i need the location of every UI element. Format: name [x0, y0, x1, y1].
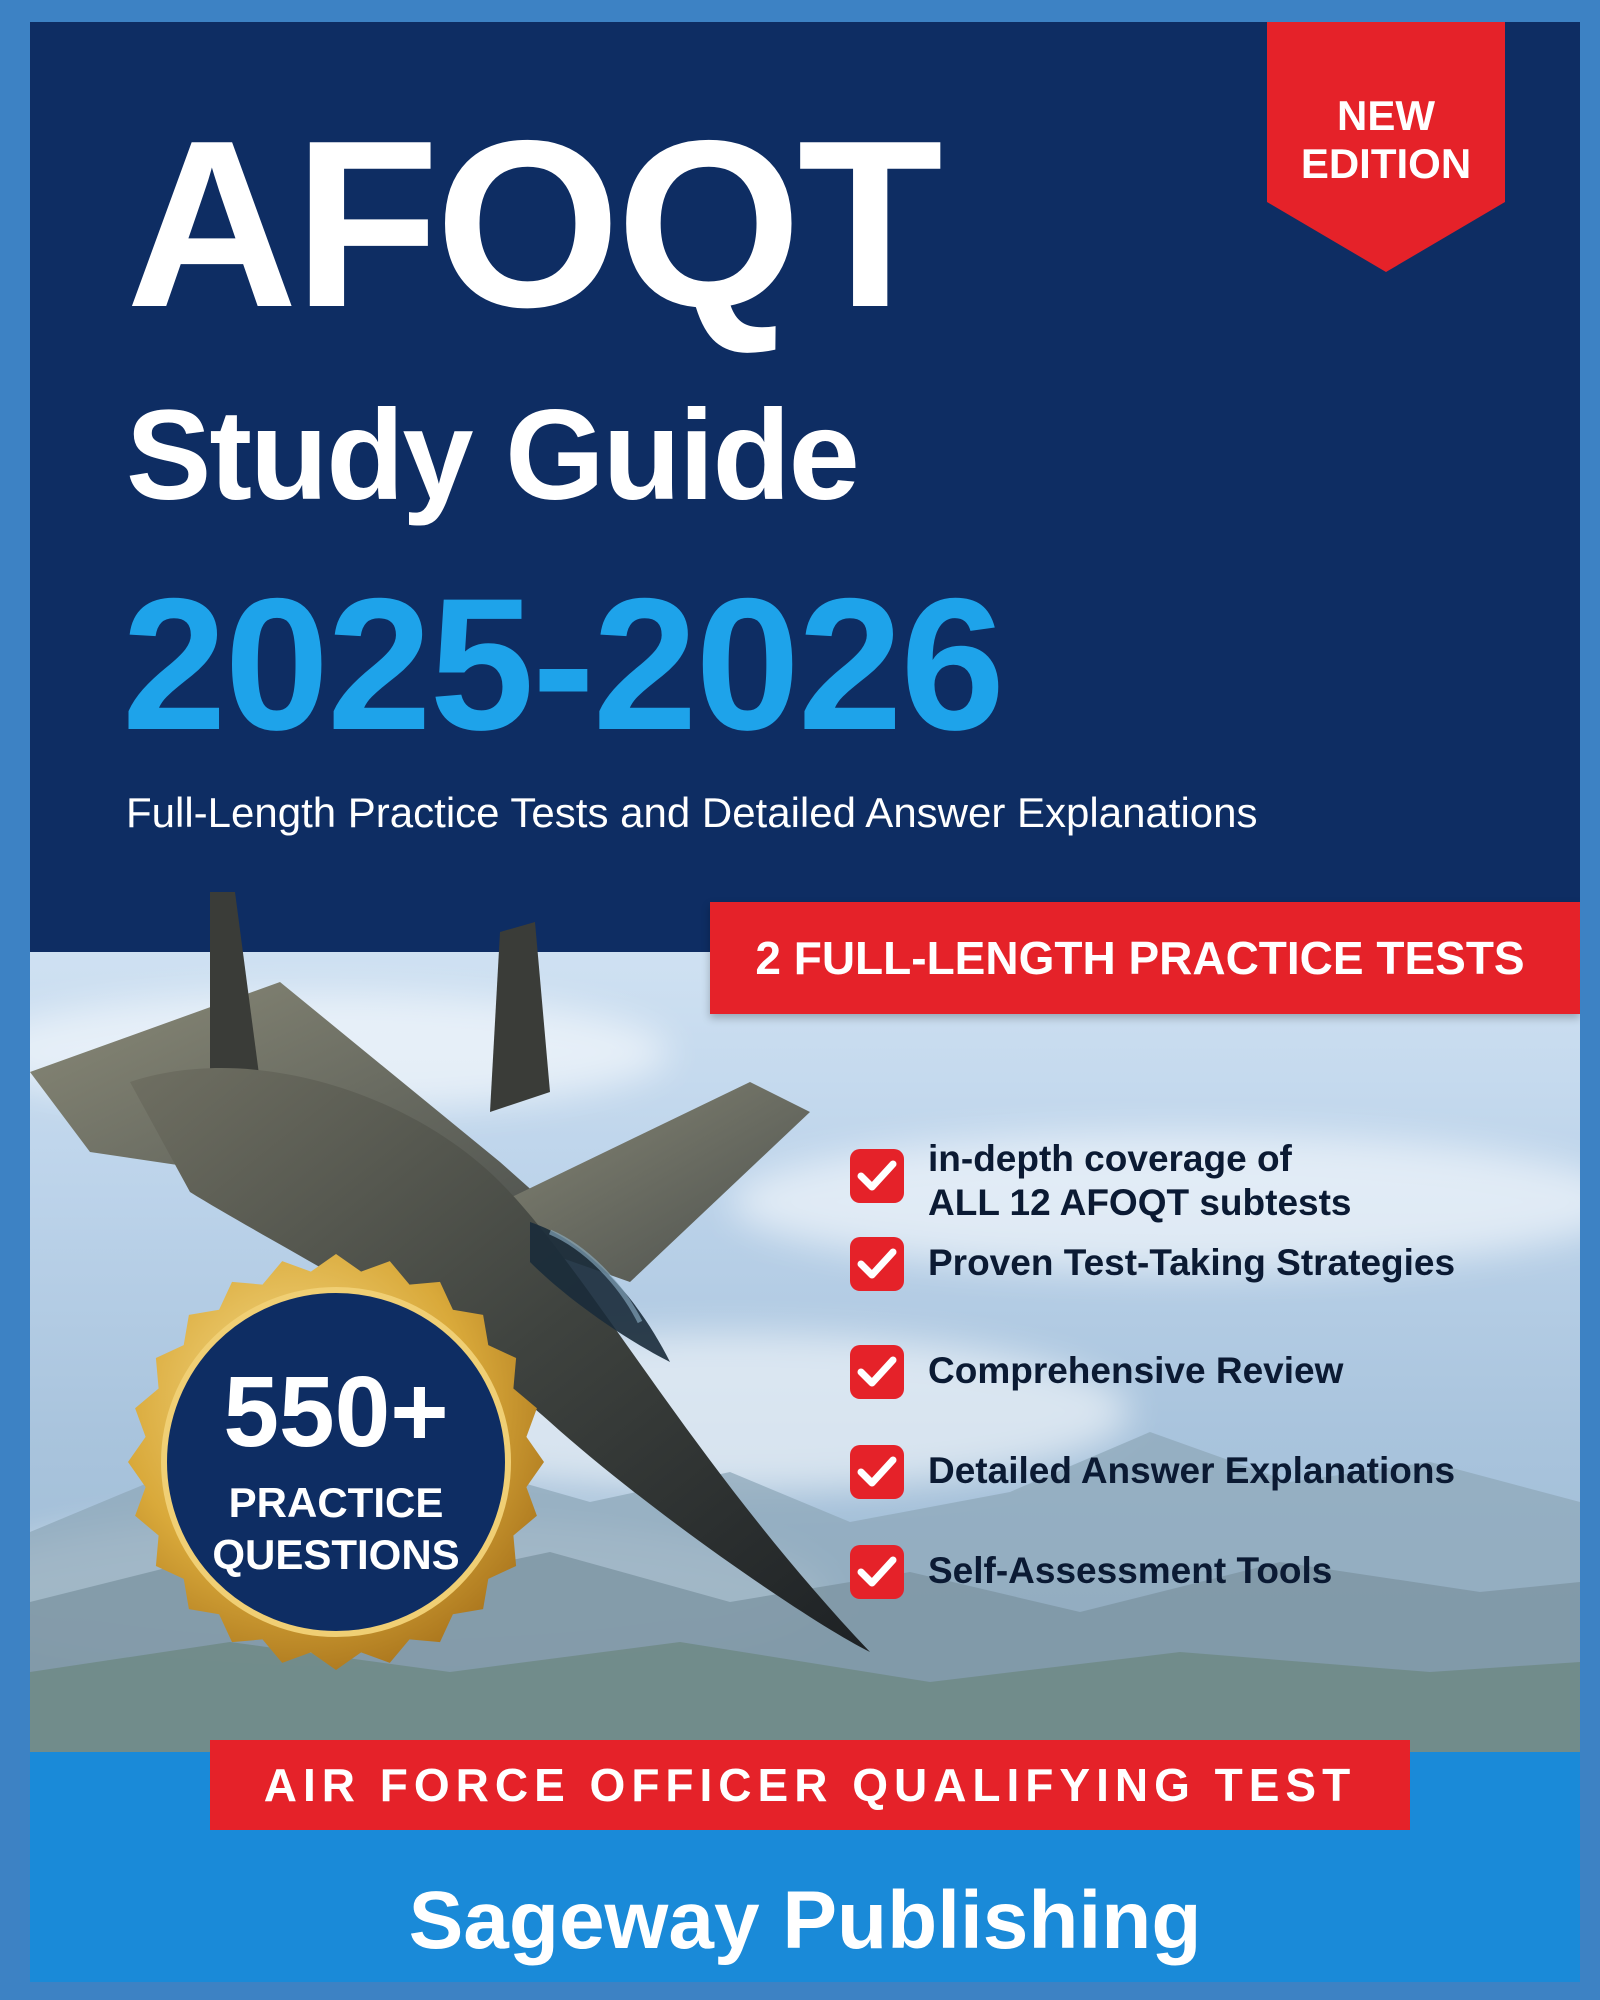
- book-title: AFOQT: [126, 92, 939, 357]
- seal-number: 550+: [223, 1356, 449, 1468]
- check-icon: [850, 1149, 904, 1203]
- seal-line-1: PRACTICE: [228, 1479, 444, 1526]
- badge-line-2: EDITION: [1300, 140, 1472, 187]
- feature-label: ALL 12 AFOQT subtests: [928, 1182, 1352, 1223]
- test-name-banner: [210, 1740, 1410, 1830]
- test-name-label: AIR FORCE OFFICER QUALIFYING TEST: [263, 1759, 1357, 1811]
- check-icon: [850, 1345, 904, 1399]
- feature-label: Detailed Answer Explanations: [928, 1450, 1456, 1491]
- check-icon: [850, 1445, 904, 1499]
- publisher-name: Sageway Publishing: [408, 1875, 1202, 1966]
- practice-tests-label: 2 FULL-LENGTH PRACTICE TESTS: [755, 932, 1525, 984]
- feature-label: in-depth coverage of: [928, 1138, 1292, 1179]
- edition-years: 2025-2026: [122, 559, 1004, 769]
- check-icon: [850, 1545, 904, 1599]
- feature-label: Comprehensive Review: [928, 1350, 1344, 1391]
- book-cover: [30, 22, 1580, 1982]
- tagline: Full-Length Practice Tests and Detailed Answer Explanations: [126, 789, 1258, 836]
- new-edition-badge: [1267, 22, 1505, 272]
- practice-tests-banner: [710, 902, 1580, 1014]
- book-subtitle: Study Guide: [126, 384, 858, 527]
- check-icon: [850, 1237, 904, 1291]
- practice-questions-seal: [126, 1252, 546, 1672]
- feature-label: Proven Test-Taking Strategies: [928, 1242, 1456, 1283]
- feature-label: Self-Assessment Tools: [928, 1550, 1333, 1591]
- seal-line-2: QUESTIONS: [212, 1531, 460, 1578]
- badge-line-1: NEW: [1337, 92, 1435, 139]
